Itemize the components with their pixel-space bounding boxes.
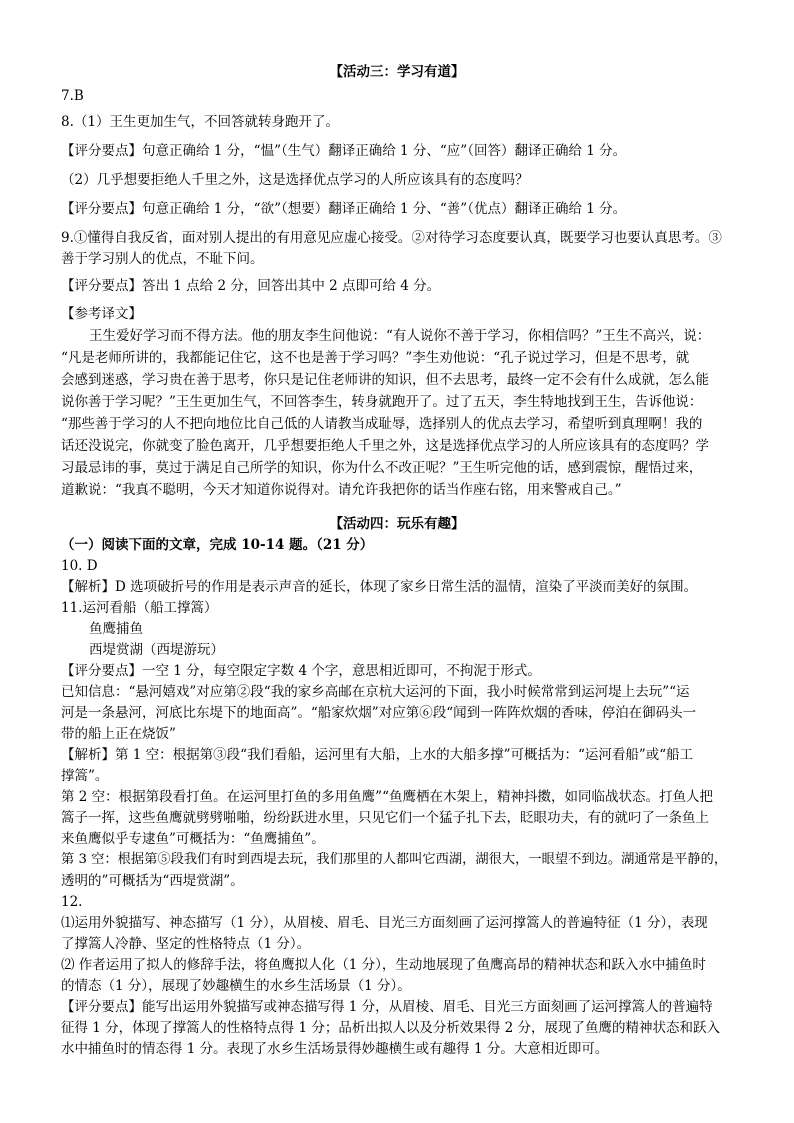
translation-line-2: “凡是老师所讲的，我都能记住它，这不也是善于学习吗？”李生劝他说：“孔子说过学习，但是不思考，就 [61,350,690,366]
scoring-point-12-line-2: 征得 1 分，体现了撑篙人的性格特点得 1 分；品析出拟人以及分析效果得 2 分，展现了鱼鹰的精神状态和跃入 [61,1020,721,1036]
known-info-line-1: 已知信息：“悬河嬉戏”对应第②段“我的家乡高邮在京杭大运河的下面，我小时候常常到运河堤上去玩”“运 [61,684,690,700]
answer-11-item-3: 西堤赏湖（西堤游玩） [89,642,224,658]
answer-11-item-2: 鱼鹰捕鱼 [89,621,143,637]
section-heading-activity-three: 【活动三：学习有道】 [329,64,465,80]
answer-8-part-1: 8.（1）王生更加生气，不回答就转身跑开了。 [61,114,339,130]
answer-7: 7.B [61,88,84,104]
scoring-point-8-1: 【评分要点】句意正确给 1 分，“愠”（生气）翻译正确给 1 分、“应”（回答）翻译正确给 1 分。 [61,143,627,159]
answer-10: 10. D [61,558,98,574]
analysis-11-blank-2-line-1: 第 2 空：根据第段看打鱼。在运河里打鱼的多用鱼鹰”“鱼鹰栖在木架上，精神抖擞，如同临战状态。打鱼人把 [61,789,713,805]
translation-line-6: 话还没说完，你就变了脸色离开，几乎想要拒绝人千里之外，这是选择优点学习的人所应该具有的态度吗？学 [61,438,709,454]
translation-line-1: 王生爱好学习而不得方法。他的朋友李生问他说：“有人说你不善于学习，你相信吗？”王生不高兴，说： [89,328,711,344]
answer-9-line-1: 9.①懂得自我反省，面对别人提出的有用意见应虚心接受。②对待学习态度要认真，既要学习也要认真思考。③ [61,230,722,246]
scoring-point-11: 【评分要点】一空 1 分，每空限定字数 4 个字，意思相近即可，不拘泥于形式。 [61,663,541,679]
known-info-line-3: 带的船上正在烧饭” [61,726,176,742]
section-heading-activity-four: 【活动四：玩乐有趣】 [329,516,465,532]
reference-translation-heading: 【参考译文】 [61,306,142,322]
answer-12-number: 12. [61,894,83,910]
translation-line-4: 说你善于学习呢？”王生更加生气，不回答李生，转身就跑开了。过了五天，李生特地找到王生，告诉他说： [61,394,703,410]
answer-12-part-1-line-2: 了撑篙人冷静、坚定的性格特点（1 分）。 [61,936,311,952]
scoring-point-8-2: 【评分要点】句意正确给 1 分，“欲”（想要）翻译正确给 1 分、“善”（优点）翻译正确给 1 分。 [61,201,627,217]
translation-line-8: 道歉说：“我真不聪明，今天才知道你说得对。请允许我把你的话当作座右铭，用来警戒自己。” [61,482,622,498]
answer-12-part-2-line-2: 的情态（1 分），展现了妙趣横生的水乡生活场景（1 分）。 [61,978,411,994]
scoring-point-9: 【评分要点】答出 1 点给 2 分，回答出其中 2 点即可给 4 分。 [61,278,441,294]
reading-instruction: （一）阅读下面的文章，完成 10-14 题。（21 分） [61,537,374,553]
analysis-11-blank-3-line-1: 第 3 空：根据第⑤段我们有时到西堤去玩，我们那里的人都叫它西湖，湖很大，一眼望不到边。湖通常是平静的， [61,852,728,867]
answer-9-line-2: 善于学习别人的优点，不耻下问。 [61,251,264,267]
translation-line-5: “那些善于学习的人不把向地位比自己低的人请教当成耻辱，选择别人的优点去学习，希望听到真理啊！我的 [61,416,703,432]
analysis-11-blank-1-line-2: 撑篙”。 [61,768,109,784]
answer-11-item-1: 11.运河看船（船工撑篙） [61,600,218,616]
answer-12-part-2-line-1: ⑵ 作者运用了拟人的修辞手法，将鱼鹰拟人化（1 分），生动地展现了鱼鹰高昂的精神状态和跃入水中捕鱼时 [61,957,706,973]
answer-12-part-1-line-1: ⑴运用外貌描写、神态描写（1 分），从眉棱、眉毛、目光三方面刻画了运河撑篙人的普遍特征（1 分），表现 [61,915,708,931]
translation-line-3: 会感到迷惑，学习贵在善于思考，你只是记住老师讲的知识，但不去思考，最终一定不会有什么成就，怎么能 [61,372,709,388]
analysis-10: 【解析】D 选项破折号的作用是表示声音的延长，体现了家乡日常生活的温情，渲染了平淡而美好的氛围。 [61,579,698,595]
analysis-11-blank-1-line-1: 【解析】第 1 空：根据第③段“我们看船，运河里有大船，上水的大船多撑”可概括为：“运河看船”或“船工 [61,747,694,763]
analysis-11-blank-2-line-3: 来鱼鹰似乎专逮鱼”可概括为：“鱼鹰捕鱼”。 [61,831,325,847]
answer-8-part-2: （2）几乎想要拒绝人千里之外，这是选择优点学习的人所应该具有的态度吗？ [61,172,529,188]
known-info-line-2: 河是一条悬河，河底比东堤下的地面高”。“船家炊烟”对应第⑥段“闻到一阵阵炊烟的香味，停泊在御码头一 [61,705,697,721]
scoring-point-12-line-3: 水中捕鱼时的情态得 1 分。表现了水乡生活场景得妙趣横生或有趣得 1 分。大意相近即可。 [61,1041,609,1057]
translation-line-7: 习最忌讳的事，莫过于满足自己所学的知识，你为什么不改正呢？”王生听完他的话，感到震惊，醒悟过来， [61,460,703,476]
scoring-point-12-line-1: 【评分要点】能写出运用外貌描写或神态描写得 1 分，从眉棱、眉毛、目光三方面刻画了运河撑篙人的普遍特 [61,999,713,1015]
analysis-11-blank-3-line-2: 透明的”可概括为“西堤赏湖”。 [61,873,244,889]
analysis-11-blank-2-line-2: 篙子一挥，这些鱼鹰就劈劈啪啪，纷纷跃进水里，只见它们一个猛子扎下去，眨眼功夫，有的就叼了一条鱼上 [61,810,709,826]
